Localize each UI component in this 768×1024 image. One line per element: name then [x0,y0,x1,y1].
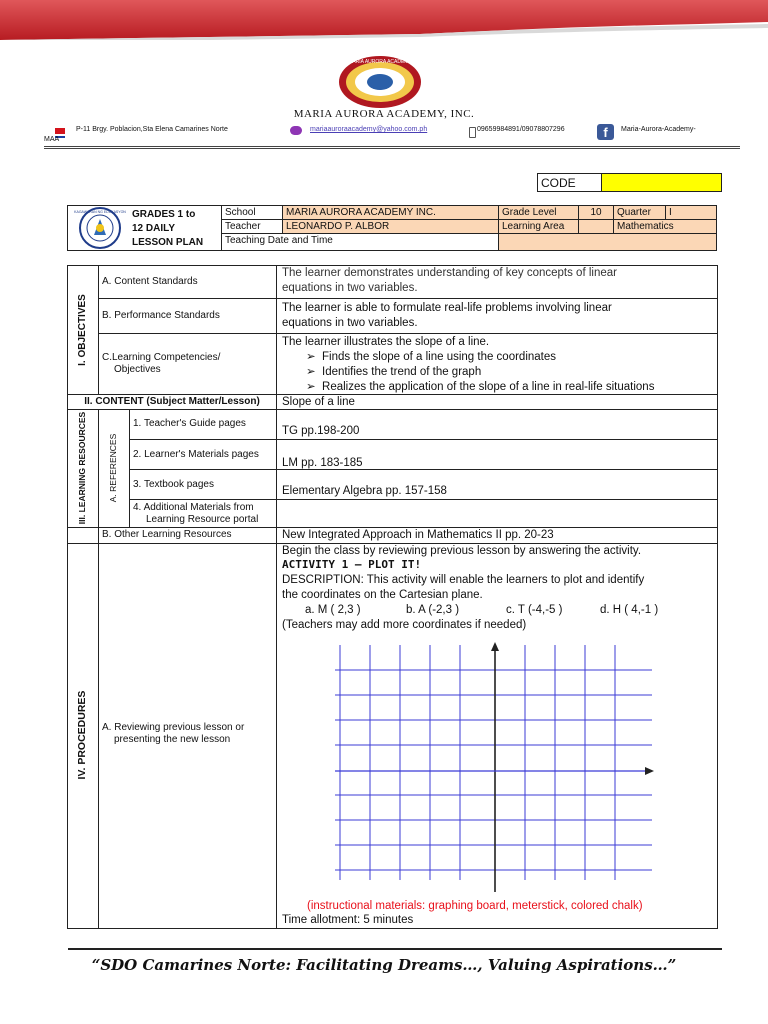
review-label [98,543,277,929]
content-standards-line-2: equations in two variables. [282,282,418,294]
bullet-arrow-icon: ➢ [306,366,316,378]
lm-label: 2. Learner's Materials pages [129,439,277,470]
quarter-label: Quarter [613,205,666,220]
performance-standards-value [276,298,718,334]
facebook-icon: f [597,124,614,140]
phones: 09659984891/09078807296 [477,126,565,133]
deped-seal-text: KAGAWARAN NG EDUKASYON [74,210,126,214]
school-label: School [221,205,283,220]
competency-bullet: ➢ Realizes the application of the slope of a line in real-life situations [306,381,655,393]
area-value: Mathematics [613,219,717,234]
content-standards-value [276,265,718,299]
email-link[interactable]: mariaauroraacademy@yahoo.com.ph [310,126,428,133]
header-band [0,0,768,40]
lm-value: LM pp. 183-185 [276,439,718,470]
academy-seal [337,54,423,110]
content-value: Slope of a line [276,394,718,410]
seal-text: MARIA AURORA ACADEMY [348,59,412,65]
references-title: A. REFERENCES [108,433,118,503]
school-name: MARIA AURORA ACADEMY, INC. [293,108,475,120]
competency-bullet: ➢ Finds the slope of a line using the coordinates [306,351,557,363]
additional-value [276,499,718,528]
other-resources-label: B. Other Learning Resources [98,527,277,544]
activity-title: ACTIVITY 1 – PLOT IT! [282,558,422,571]
deped-seal [72,207,128,249]
area-label: Learning Area [498,219,579,234]
teacher-note: (Teachers may add more coordinates if needed) [282,619,527,631]
grade-label: Grade Level [498,205,579,220]
bullet-arrow-icon: ➢ [306,351,316,363]
content-standards-label [98,265,277,299]
area-blank [578,219,614,234]
coordinate-point: b. A (-2,3 ) [406,604,460,616]
content-standards-line-1: The learner demonstrates understanding of key concepts of linear [282,267,617,279]
plan-title-1: GRADES 1 to [132,209,196,220]
review-intro: Begin the class by reviewing previous lesson by answering the activity. [282,545,642,557]
objectives-title: I. OBJECTIVES [77,294,88,366]
teacher-value: LEONARDO P. ALBOR [282,219,499,234]
footer-divider [68,948,722,950]
email-icon [290,126,302,135]
performance-standards-label [98,298,277,334]
x-axis-arrow-icon [645,767,654,775]
performance-standards-text: B. Performance Standards [102,310,220,321]
plan-title-2: 12 DAILY [132,223,175,234]
header-divider [44,146,740,149]
phone-icon [469,127,476,138]
y-axis-arrow-icon [491,642,499,651]
footer-motto: “SDO Camarines Norte: Facilitating Dreams…, Valuing Aspirations…” [91,956,677,974]
date-label: Teaching Date and Time [221,233,499,251]
quarter-value: I [665,205,717,220]
activity-description-1: DESCRIPTION: This activity will enable the learners to plot and identify [282,574,645,586]
resources-title: III. LEARNING RESOURCES [77,411,87,525]
activity-description-2: the coordinates on the Cartesian plane. [282,589,483,601]
code-label: CODE [537,173,602,192]
additional-label [129,499,277,528]
competencies-line-1: C.Learning Competencies/ [102,352,221,363]
additional-line-1: 4. Additional Materials from [133,502,254,513]
grade-value: 10 [578,205,614,220]
facebook-page-cont: MAA [44,136,60,143]
tg-label: 1. Teacher's Guide pages [129,409,277,440]
date-value [498,233,717,251]
cartesian-grid [330,640,660,892]
coordinate-point: d. H ( 4,-1 ) [600,604,659,616]
plan-title-3: LESSON PLAN [132,237,204,248]
tg-value: TG pp.198-200 [276,409,718,440]
performance-standards-line-1: The learner is able to formulate real-life problems involving linear [282,302,612,314]
review-line-1: A. Reviewing previous lesson or [102,722,245,733]
address: P-11 Brgy. Poblacion,Sta Elena Camarines Norte [76,126,228,133]
additional-line-2: Learning Resource portal [146,514,259,525]
school-value: MARIA AURORA ACADEMY INC. [282,205,499,220]
competencies-value [276,333,718,395]
facebook-page: Maria-Aurora-Academy- [621,126,696,133]
competencies-intro: The learner illustrates the slope of a line. [282,336,490,348]
flag-icon [55,128,65,136]
code-value [601,173,722,192]
bullet-arrow-icon: ➢ [306,381,316,393]
other-resources-value: New Integrated Approach in Mathematics II pp. 20-23 [276,527,718,544]
coordinate-point: a. M ( 2,3 ) [305,604,361,616]
competencies-line-2: Objectives [114,364,161,375]
textbook-label: 3. Textbook pages [129,469,277,500]
materials-note: (instructional materials: graphing board, meterstick, colored chalk) [307,900,643,912]
procedures-title: IV. PROCEDURES [76,690,88,780]
time-allotment: Time allotment: 5 minutes [282,914,414,926]
coordinate-point: c. T (-4,-5 ) [506,604,563,616]
teacher-label: Teacher [221,219,283,234]
competencies-label [98,333,277,395]
competency-bullet: ➢ Identifies the trend of the graph [306,366,482,378]
performance-standards-line-2: equations in two variables. [282,317,418,329]
content-standards-text: A. Content Standards [102,276,198,287]
content-label: II. CONTENT (Subject Matter/Lesson) [67,394,277,410]
review-line-2: presenting the new lesson [114,734,231,745]
textbook-value: Elementary Algebra pp. 157-158 [276,469,718,500]
